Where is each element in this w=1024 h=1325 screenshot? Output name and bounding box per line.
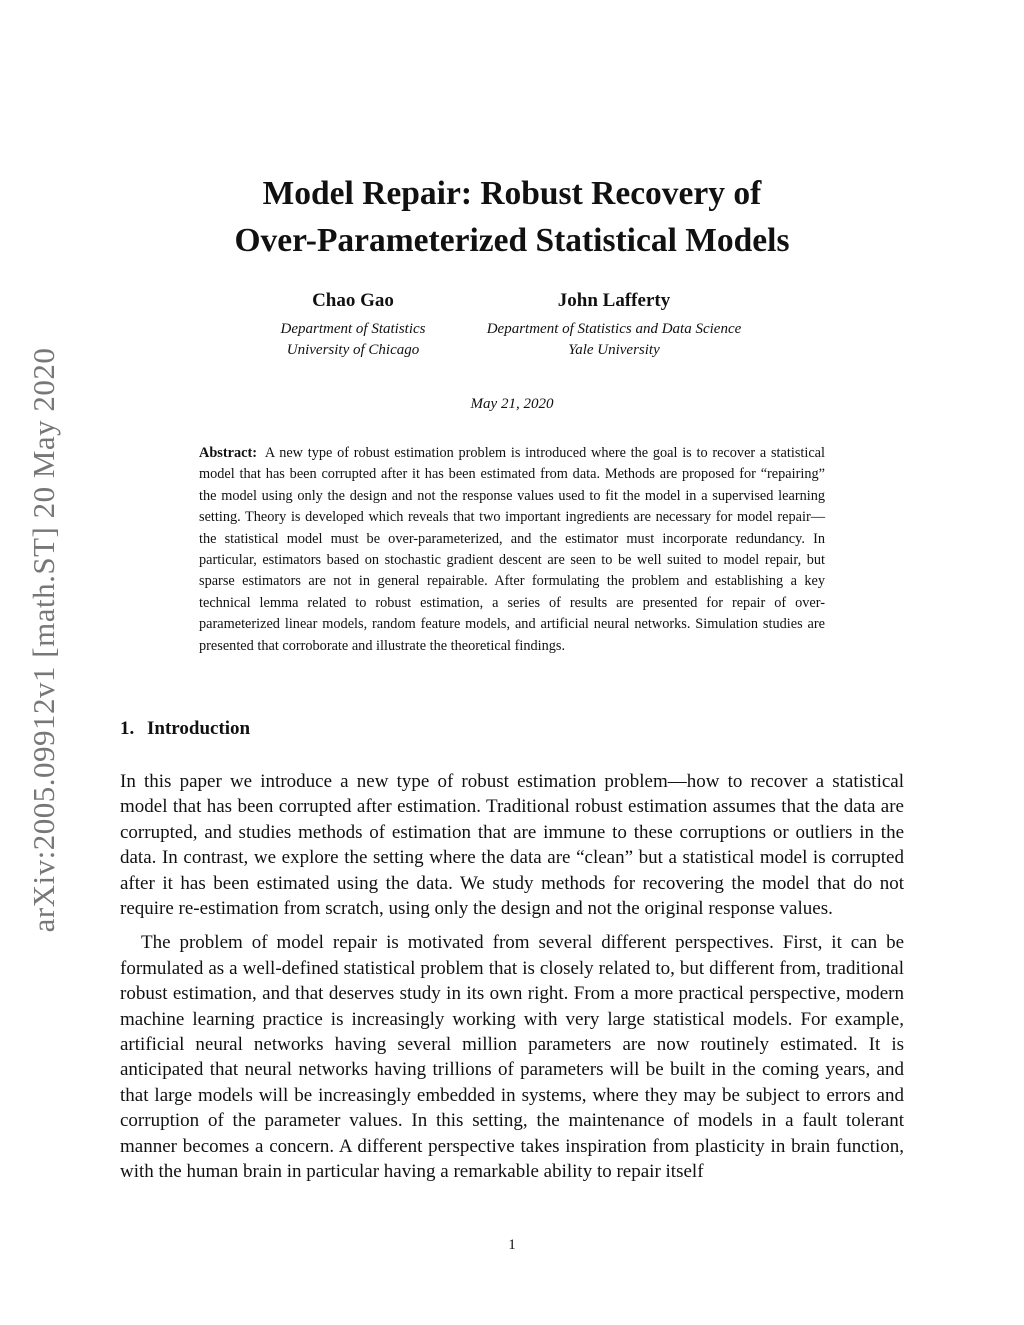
body-paragraph-2: The problem of model repair is motivated from several different perspectives. First, it can be formulated as a well-defined statistical problem that is closely related to, but different from, traditional robust estimation, and that deserves study in its own right. From a more practical perspective, modern machine learning practice is increasingly working with very large statistical models. For example, artificial neural networks having several million parameters are now routinely estimated. It is anticipated that neural networks having trillions of parameters will be built in the coming years, and that large models will be increasingly embedded in systems, where they may be subject to errors and corruption of the parameter values. In this setting, the maintenance of models in a fault tolerant manner becomes a concern. A different perspective takes inspiration from plasticity in brain function, with the human brain in particular having a remarkable ability to repair itself [120,932,904,1183]
section-number: 1. [120,718,135,739]
author-institution: Yale University [568,342,660,358]
section-title: Introduction [147,718,251,739]
paper-title-line-1: Model Repair: Robust Recovery of [262,175,762,212]
author-name: John Lafferty [557,290,671,311]
author-department: Department of Statistics [280,321,426,337]
section-heading-introduction [120,718,250,740]
page-number: 1 [508,1237,516,1253]
author-department: Department of Statistics and Data Science [486,321,742,337]
author-institution: University of Chicago [286,342,420,358]
abstract [199,443,825,657]
paper-date: May 21, 2020 [470,396,554,412]
abstract-text: A new type of robust estimation problem is introduced where the goal is to recover a statistical model that has been corrupted after it has been estimated from data. Methods are proposed for “repairing” the model using only the design and not the response values used to fit the model in a supervised learning setting. Theory is developed which reveals that two important ingredients are necessary for model repair—the statistical model must be over-parameterized, and the estimator must incorporate redundancy. In particular, estimators based on stochastic gradient descent are seen to be well suited to model repair, but sparse estimators are not in general repairable. After formulating the problem and establishing a key technical lemma related to robust estimation, a series of results are presented for repair of over-parameterized linear models, random feature models, and artificial neural networks. Simulation studies are presented that corroborate and illustrate the theoretical findings. [199,445,825,654]
introduction-body [120,769,904,1194]
paper-title-line-2: Over-Parameterized Statistical Models [234,222,790,259]
author-name: Chao Gao [312,290,394,311]
body-paragraph-1: In this paper we introduce a new type of robust estimation problem—how to recover a statistical model that has been corrupted after estimation. Traditional robust estimation assumes that the data are corrupted, and studies methods of estimation that are immune to these corruptions or outliers in the data. In contrast, we explore the setting where the data are “clean” but a statistical model is corrupted after it has been estimated using the data. We study methods for recovering the model that do not require re-estimation from scratch, using only the design and not the original response values. [120,771,904,920]
arxiv-identifier-stamp: arXiv:2005.09912v1 [math.ST] 20 May 2020 [26,347,61,933]
author-block-2 [444,288,784,361]
abstract-label: Abstract: [199,445,257,461]
paper-title [0,170,1024,264]
